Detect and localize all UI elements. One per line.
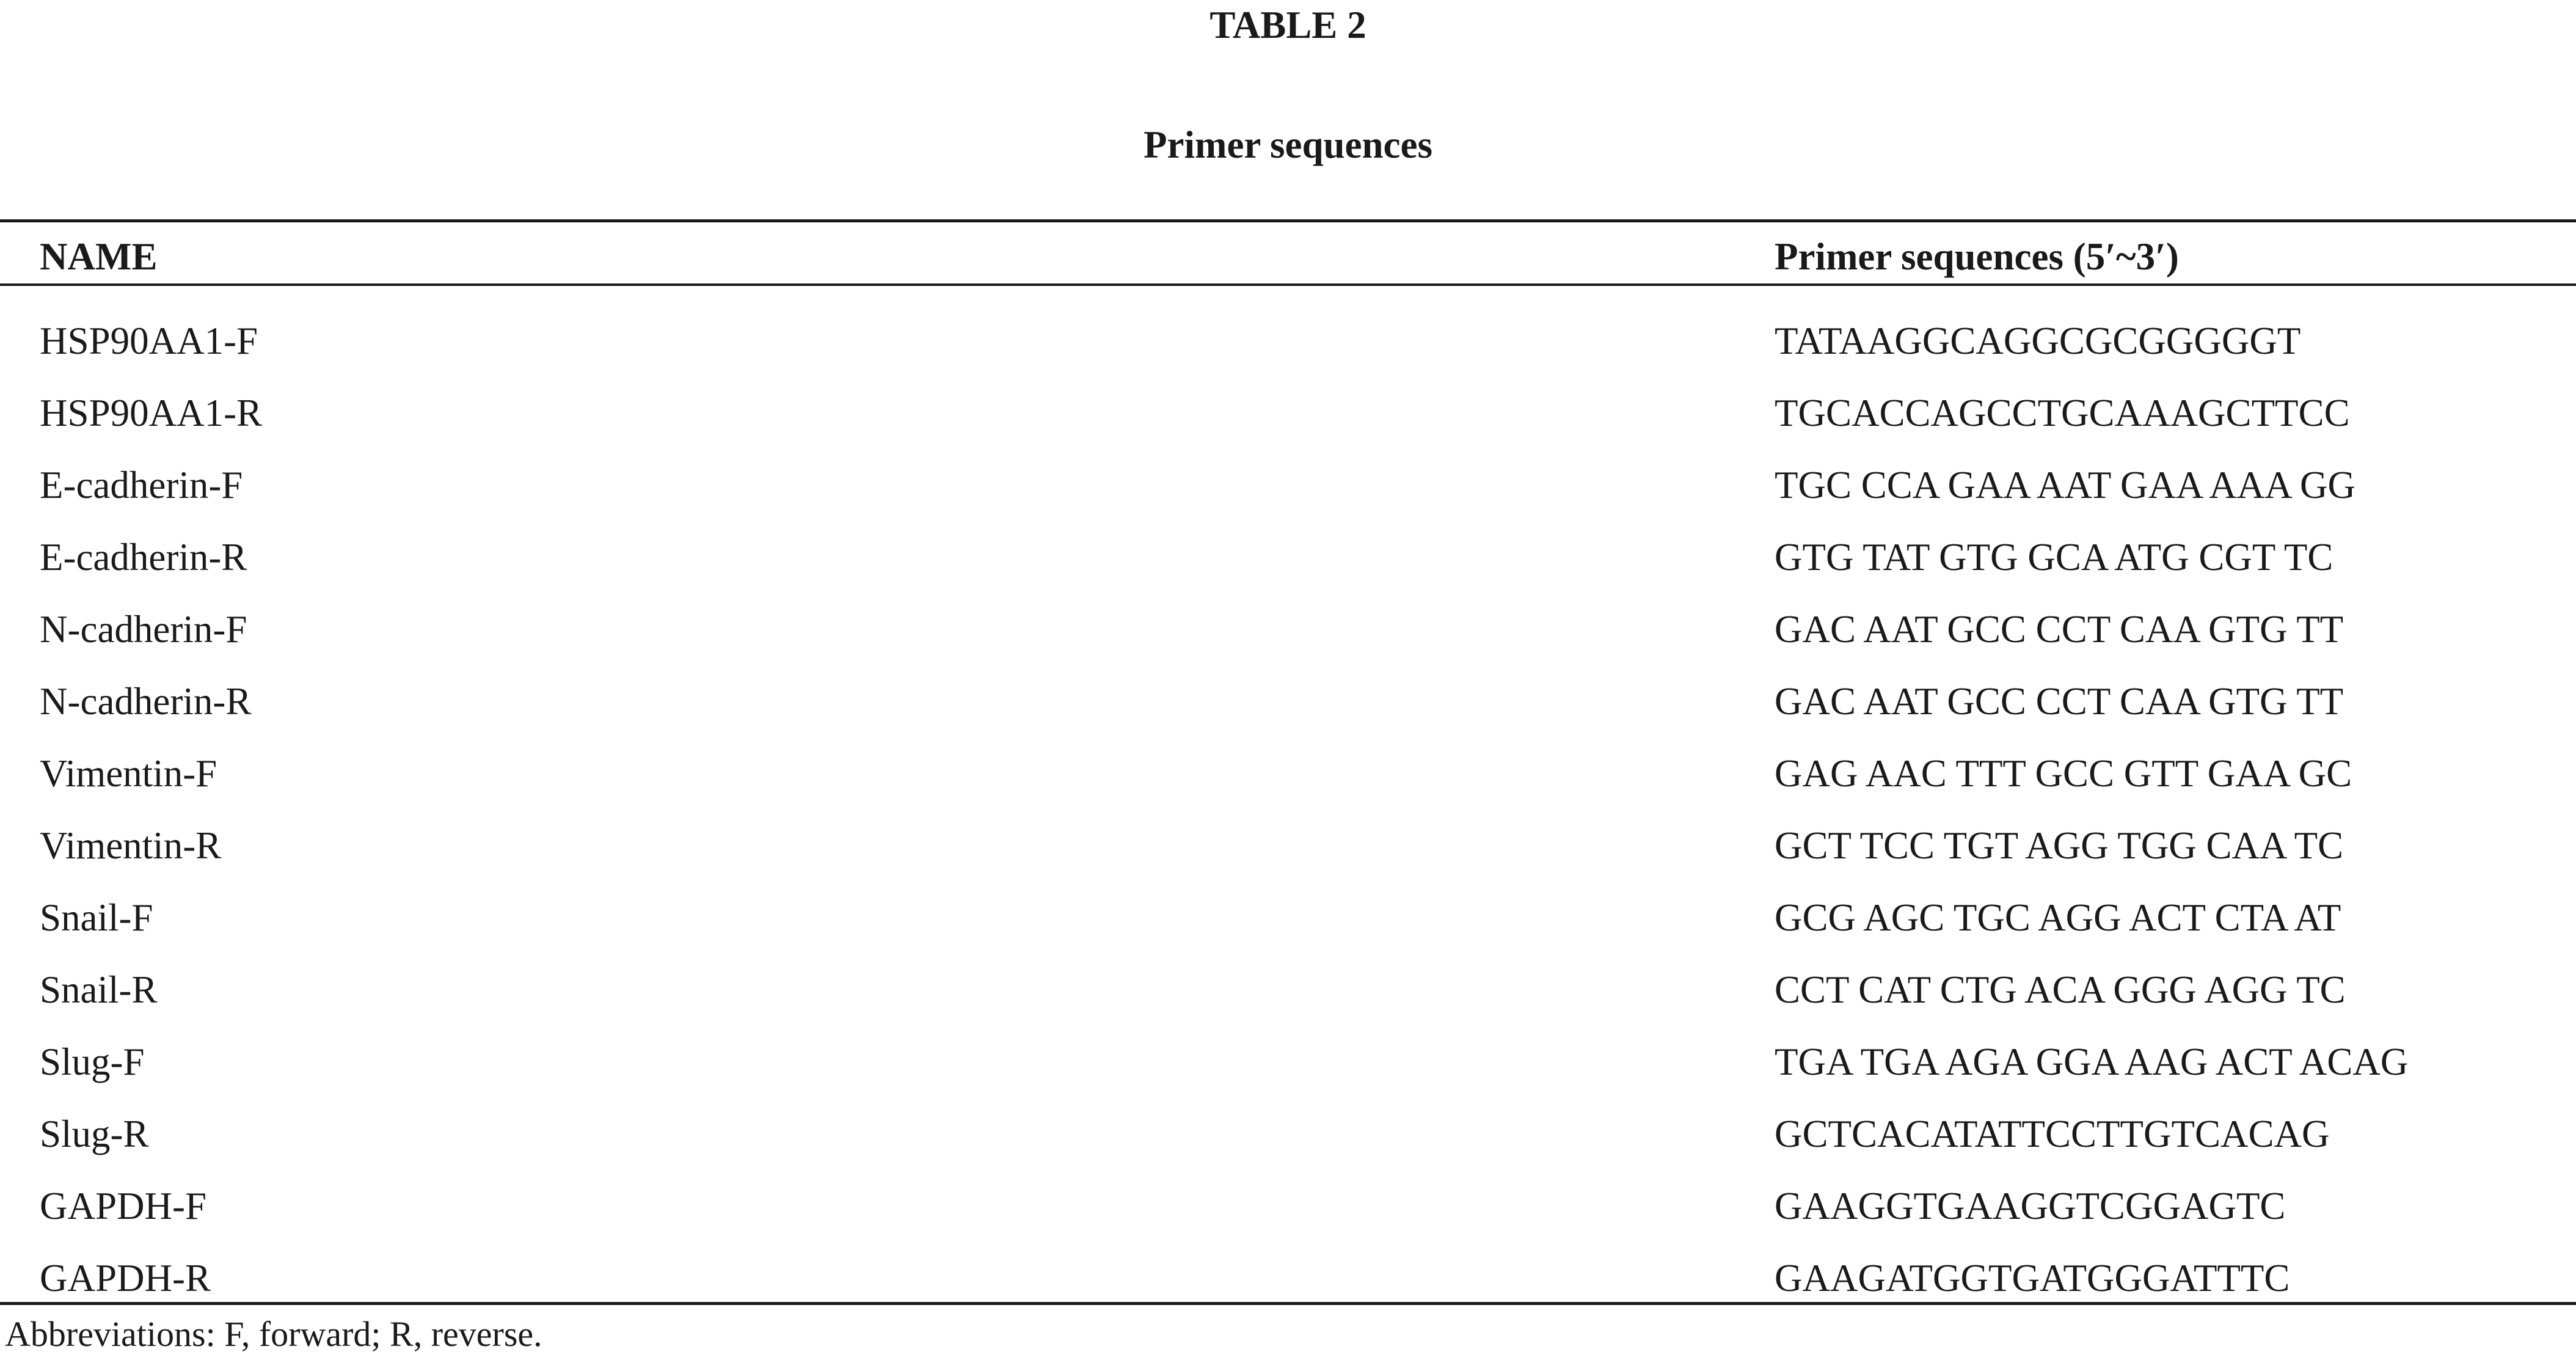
primer-name: Slug-R [40, 1113, 149, 1155]
table-row [0, 394, 2576, 466]
table-bottom-rule [0, 1302, 2576, 1305]
table-row [0, 1187, 2576, 1259]
primer-sequence: GAC AAT GCC CCT CAA GTG TT [1775, 608, 2344, 651]
primer-sequence: GAC AAT GCC CCT CAA GTG TT [1775, 680, 2344, 723]
primer-sequence: GAG AAC TTT GCC GTT GAA GC [1775, 752, 2352, 795]
primer-sequence: CCT CAT CTG ACA GGG AGG TC [1775, 968, 2346, 1011]
table-row [0, 610, 2576, 682]
table-label: TABLE 2 [1210, 4, 1366, 46]
primer-name: Vimentin-R [40, 824, 222, 867]
table-row [0, 538, 2576, 610]
primer-name: HSP90AA1-F [40, 320, 258, 362]
table-row [0, 896, 2576, 971]
primer-sequence: TGC CCA GAA AAT GAA AAA GG [1775, 464, 2355, 506]
primer-sequence: GTG TAT GTG GCA ATG CGT TC [1775, 536, 2333, 579]
primer-sequence: TGCACCAGCCTGCAAAGCTTCC [1775, 392, 2350, 434]
table-row [0, 824, 2576, 899]
table-caption: Primer sequences [1144, 123, 1432, 166]
table-header-rule [0, 283, 2576, 286]
primer-sequence: GAAGATGGTGATGGGATTTC [1775, 1257, 2290, 1300]
table-row [0, 466, 2576, 538]
primer-name: Vimentin-F [40, 752, 217, 795]
primer-name: E-cadherin-R [40, 536, 247, 579]
primer-sequence: GAAGGTGAAGGTCGGAGTC [1775, 1185, 2286, 1227]
table-row [0, 968, 2576, 1043]
primer-sequence: GCG AGC TGC AGG ACT CTA AT [1775, 896, 2341, 939]
primer-name: N-cadherin-R [40, 680, 252, 723]
primer-name: GAPDH-F [40, 1185, 207, 1227]
primer-name: HSP90AA1-R [40, 392, 263, 434]
primer-name: N-cadherin-F [40, 608, 247, 651]
primer-sequence: GCT TCC TGT AGG TGG CAA TC [1775, 824, 2344, 867]
primer-sequence: TGA TGA AGA GGA AAG ACT ACAG [1775, 1040, 2409, 1083]
table-top-rule [0, 219, 2576, 222]
table-footnote: Abbreviations: F, forward; R, reverse. [5, 1314, 542, 1354]
primer-name: Slug-F [40, 1040, 145, 1083]
table-row [0, 1115, 2576, 1187]
column-header-name: NAME [40, 235, 158, 278]
primer-sequence: GCTCACATATTCCTTGTCACAG [1775, 1113, 2330, 1155]
table-row [0, 322, 2576, 394]
table-row [0, 1040, 2576, 1115]
table-row [0, 682, 2576, 755]
primer-name: Snail-F [40, 896, 153, 939]
primer-name: GAPDH-R [40, 1257, 211, 1300]
primer-name: Snail-R [40, 968, 158, 1011]
primer-name: E-cadherin-F [40, 464, 243, 506]
table-row [0, 752, 2576, 827]
primer-sequence: TATAAGGCAGGCGCGGGGGT [1775, 320, 2301, 362]
column-header-sequence: Primer sequences (5′~3′) [1775, 235, 2179, 278]
